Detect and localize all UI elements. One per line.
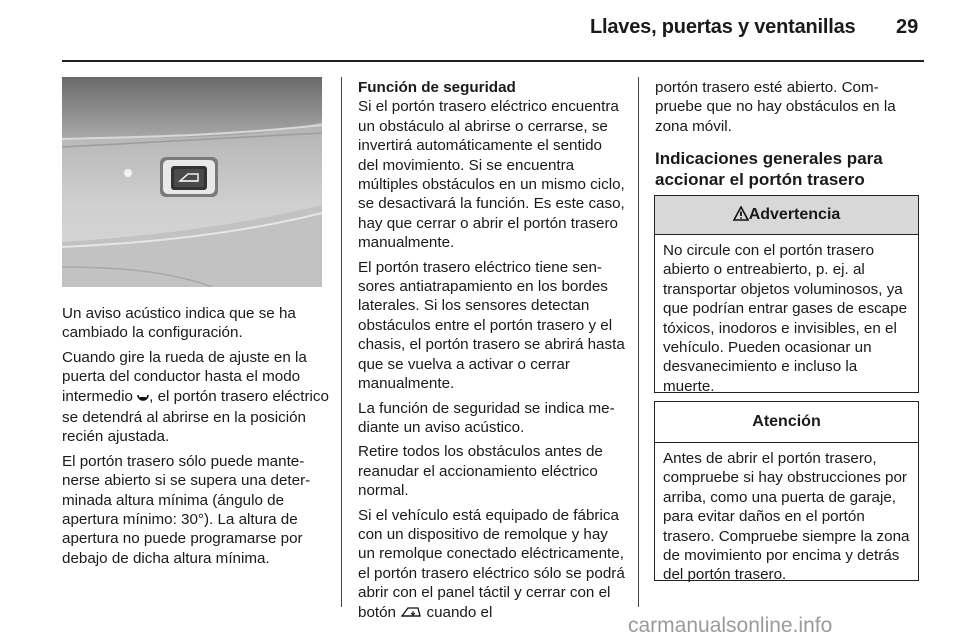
page-number: 29	[896, 16, 919, 38]
column-2	[358, 78, 626, 629]
column-divider-2	[638, 77, 639, 607]
paragraph-text: cuando el	[422, 603, 493, 621]
tailgate-button-photo	[62, 77, 322, 287]
column-3	[655, 78, 920, 195]
paragraph: portón trasero esté abierto. Compruebe que no hay obstáculos en la zona móvil.	[655, 79, 896, 135]
caution-text: Antes de abrir el portón trasero, compruebe si hay obstrucciones por arriba, como una puerta de garaje, para evitar daños en el portón trasero. Compruebe siempre la zona de movimiento por encima y detrás del portón trasero.	[663, 450, 910, 584]
section-heading-general: Indicaciones generales para accionar el portón trasero	[655, 149, 883, 190]
warning-text: No circule con el portón trasero abierto o entreabierto, p. ej. al transportar objetos voluminosos, ya que podrían entrar gases de escape tóxicos, inodoros e invisibles, en el vehículo. Pueden ocasionar un desvanecimiento e incluso la muerte.	[663, 242, 908, 395]
warning-header	[655, 196, 918, 235]
paragraph: Si el portón trasero eléctrico encuentra un obstáculo al abrirse o cerrarse, se invertirá automáticamente el sentido del movimiento. Si se encuentra múltiples obstáculos en un mismo ciclo, se desactivará la función. Es este caso, hay que cerrar o abrir el portón trasero manualmente.	[358, 98, 625, 252]
paragraph: La función de seguridad se indica mediante un aviso acústico.	[358, 399, 615, 436]
paragraph: El portón trasero eléctrico tiene sensores antiatrapamiento en los bordes laterales. Si los sensores detectan obstáculos entre el portón trasero y el chasis, el portón trasero se abrirá hasta que se vuelva a activar o cerrar manualmente.	[358, 258, 625, 393]
paragraph	[358, 506, 626, 624]
page-header-title: Llaves, puertas y ventanillas	[590, 16, 856, 38]
paragraph	[62, 348, 332, 447]
caution-title: Atención	[752, 413, 821, 430]
tailgate-close-button-icon	[400, 605, 422, 624]
paragraph-text: Si el vehículo está equipado de fábrica con un dispositivo de remolque y hay un remolque conectado eléctricamente, el portón trasero eléctrico sólo se podrá abrir con el panel táctil y cerrar con el botón	[358, 506, 625, 621]
header-rule	[62, 60, 924, 62]
paragraph: Un aviso acústico indica que se ha cambiado la configuración.	[62, 305, 296, 342]
caution-box	[654, 401, 919, 584]
paragraph: Retire todos los obstáculos antes de reanudar el accionamiento eléctrico normal.	[358, 443, 603, 500]
column-divider-1	[341, 77, 342, 607]
paragraph-text: , el portón trasero eléctrico se detendrá al abrirse en la posición recién ajustada.	[62, 387, 329, 446]
watermark: carmanualsonline.info	[628, 614, 833, 637]
warning-triangle-icon	[733, 198, 749, 236]
warning-box	[654, 195, 919, 393]
column-1	[62, 304, 332, 573]
paragraph-text: Cuando gire la rueda de ajuste en la puerta del conductor hasta el modo intermedio	[62, 348, 307, 405]
caution-header	[655, 402, 918, 443]
intermediate-mode-icon	[137, 389, 149, 408]
section-heading-safety: Función de seguridad	[358, 79, 516, 96]
warning-title: Advertencia	[748, 206, 841, 223]
paragraph: El portón trasero sólo puede mantenerse abierto si se supera una determinada altura mínima (ángulo de apertura mínimo: 30°). La altura de apertura no puede programarse por debajo de dicha altura mínima.	[62, 452, 311, 567]
